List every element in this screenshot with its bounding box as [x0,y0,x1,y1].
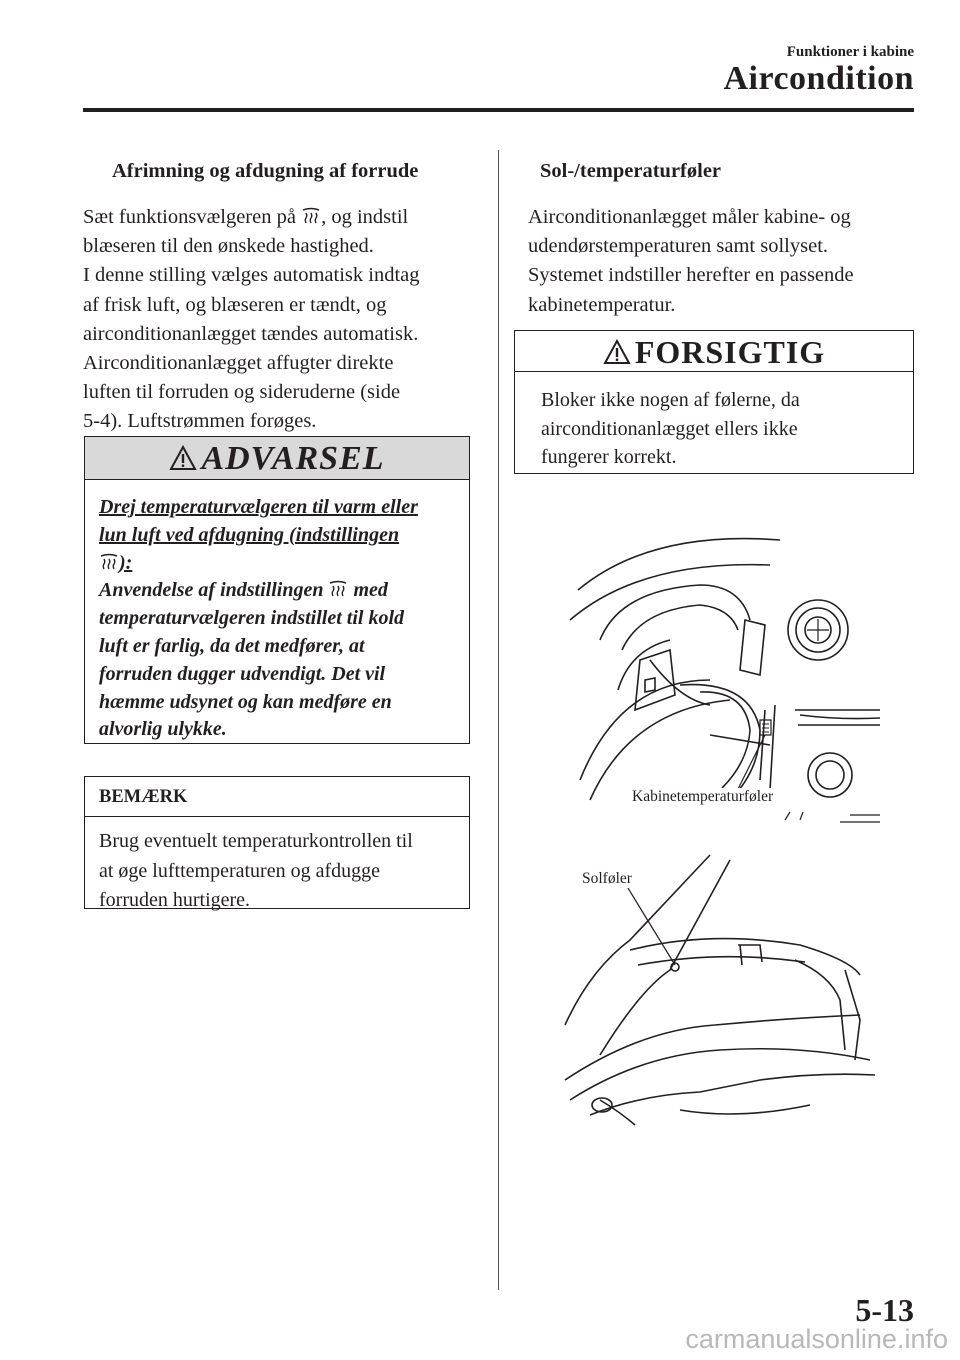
defrost-line-6: Airconditionanlægget affugter direkte [83,352,394,375]
caution-box [514,330,914,474]
caution-header [515,331,913,372]
defrost-line-4: af frisk luft, og blæseren er tændt, og [83,293,387,316]
warning-line-3-text: ): [119,551,133,574]
defrost-icon [301,207,321,225]
section-title: Funktioner i kabine [786,44,914,60]
note-line-3: forruden hurtigere. [99,889,251,911]
defrost-line-8: 5-4). Luftstrømmen forøges. [83,410,317,433]
note-line-2: at øge lufttemperaturen og afdugge [99,859,380,882]
page-title: Aircondition [723,60,914,97]
sensor-line-2: udendørstemperaturen samt sollyset. [528,235,829,258]
header-rule [83,108,914,112]
defrost-icon [99,553,119,571]
caution-line-3: fungerer korrekt. [541,446,677,468]
note-line-1: Brug eventuelt temperaturkontrollen til [99,830,413,852]
warning-box [84,436,470,744]
warning-triangle-icon [169,445,197,471]
note-box [84,776,470,909]
warning-body [85,480,469,760]
caution-line-1: Bloker ikke nogen af følerne, da [541,389,800,411]
defrost-icon [328,580,348,598]
caution-title: FORSIGTIG [634,334,826,370]
sensor-paragraph [528,203,928,320]
caution-body [515,372,913,486]
sensor-line-1: Airconditionanlægget måler kabine- og [528,206,851,228]
warning-line-4 [99,577,455,605]
warning-line-4-a: Anvendelse af indstillingen [99,579,329,602]
sun-sensor-label: Solføler [582,870,632,887]
warning-line-2: lun luft ved afdugning (indstillingen [99,523,400,546]
warning-line-1: Drej temperaturvælgeren til varm eller [99,496,418,518]
cabin-sensor-illustration [560,530,880,825]
warning-title: ADVARSEL [201,440,385,477]
sensor-heading: Sol-/temperaturføler [540,160,722,182]
watermark: carmanualsonline.info [685,1324,948,1354]
sensor-line-3: Systemet indstiller herefter en passende [528,264,854,287]
note-body [85,817,469,926]
warning-line-8: hæmme udsynet og kan medføre en [99,690,392,713]
warning-line-9: alvorlig ulykke. [99,718,227,741]
page-number: 5-13 [855,1292,914,1328]
warning-header [85,437,469,480]
warning-line-7: forruden dugger udvendigt. Det vil [99,662,386,685]
defrost-line-2: blæseren til den ønskede hastighed. [83,235,374,258]
note-title: BEMÆRK [85,777,469,817]
defrost-line-1-b: , og indstil [321,206,409,228]
caution-line-2: airconditionanlægget ellers ikke [541,417,798,440]
warning-line-4-b: med [348,579,388,602]
sun-sensor-illustration [560,850,880,1135]
sensor-line-4: kabinetemperatur. [528,293,676,316]
defrost-line-7: luften til forruden og sideruderne (side [83,381,401,404]
caution-triangle-icon [603,339,631,365]
warning-line-3 [99,550,132,578]
cabin-sensor-label: Kabinetemperaturføler [632,788,774,805]
defrost-line-1-a: Sæt funktionsvælgeren på [83,206,302,228]
defrost-line-1 [83,203,483,232]
warning-line-5: temperaturvælgeren indstillet til kold [99,607,404,630]
defrost-line-5: airconditionanlægget tændes automatisk. [83,322,419,345]
warning-line-6: luft er farlig, da det medfører, at [99,634,365,657]
defrost-heading: Afrimning og afdugning af forrude [112,160,419,182]
column-divider [498,150,499,1290]
defrost-line-3: I denne stilling vælges automatisk indtag [83,264,420,287]
defrost-paragraph [83,203,483,437]
